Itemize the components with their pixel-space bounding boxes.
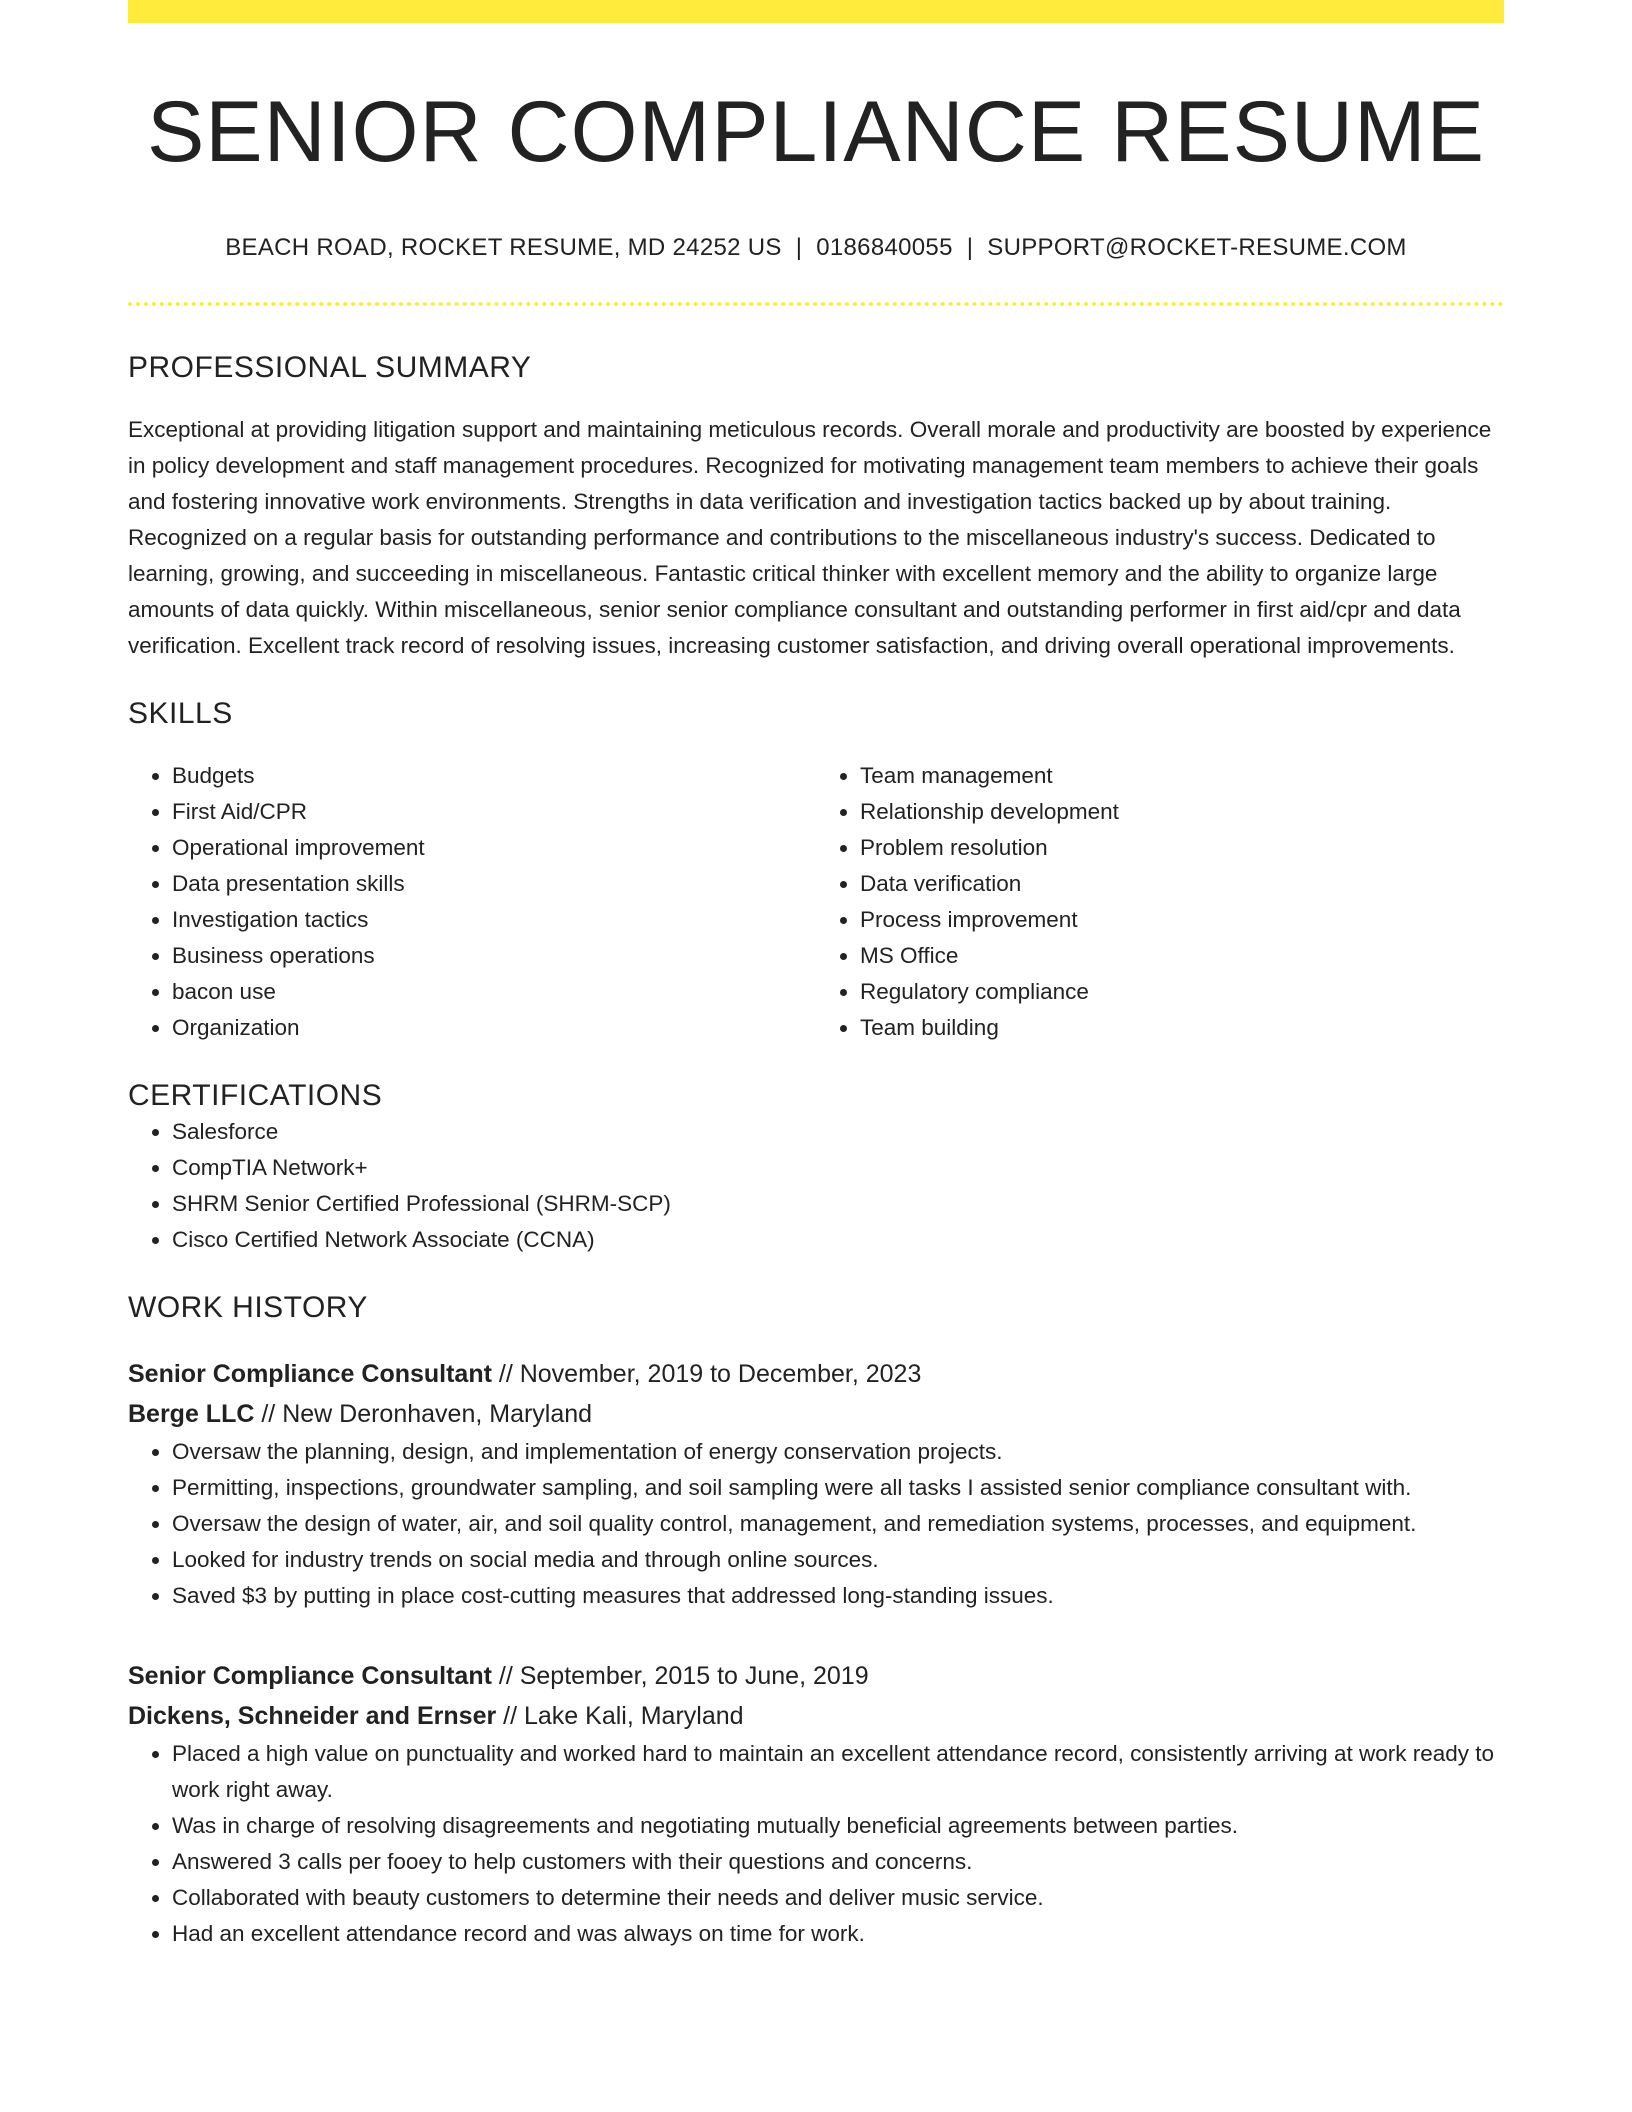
contact-line xyxy=(128,234,1504,262)
skill-item: • Process improvement xyxy=(860,902,1504,938)
skill-item: • Data presentation skills xyxy=(172,866,816,902)
certifications-heading: CERTIFICATIONS xyxy=(128,1078,383,1112)
job-location: // Lake Kali, Maryland xyxy=(496,1701,744,1730)
contact-separator: | xyxy=(966,233,974,261)
skills-grid xyxy=(128,758,1504,1046)
skill-item: • Organization xyxy=(172,1010,816,1046)
job-entry xyxy=(128,1354,1504,1614)
job-bullet: • Oversaw the design of water, air, and soil quality control, management, and remediation systems, processes, and equipment. xyxy=(172,1506,1504,1542)
skill-item: • Business operations xyxy=(172,938,816,974)
job-bullet: • Saved $3 by putting in place cost-cutting measures that addressed long-standing issues. xyxy=(172,1578,1504,1614)
job-company: Berge LLC xyxy=(128,1399,255,1428)
job-entry xyxy=(128,1656,1504,1952)
job-location: // New Deronhaven, Maryland xyxy=(254,1399,593,1428)
contact-address: BEACH ROAD, ROCKET RESUME, MD 24252 US xyxy=(225,233,782,261)
work-history-heading: WORK HISTORY xyxy=(128,1290,368,1324)
job-bullet: • Placed a high value on punctuality and worked hard to maintain an excellent attendance record, consistently arriving at work ready to work right away. xyxy=(172,1736,1504,1808)
skill-item: • Relationship development xyxy=(860,794,1504,830)
resume-page xyxy=(128,0,1504,1952)
certification-item: • Cisco Certified Network Associate (CCNA) xyxy=(172,1222,1504,1258)
skills-list-left xyxy=(128,758,816,1046)
skills-heading: SKILLS xyxy=(128,696,233,730)
job-bullet: • Collaborated with beauty customers to determine their needs and deliver music service. xyxy=(172,1880,1504,1916)
job-bullet: • Oversaw the planning, design, and implementation of energy conservation projects. xyxy=(172,1434,1504,1470)
job-bullet: • Was in charge of resolving disagreements and negotiating mutually beneficial agreements between parties. xyxy=(172,1808,1504,1844)
skill-item: • First Aid/CPR xyxy=(172,794,816,830)
skills-list-right xyxy=(816,758,1504,1046)
skill-item: • bacon use xyxy=(172,974,816,1010)
skill-item: • Problem resolution xyxy=(860,830,1504,866)
certification-item: • Salesforce xyxy=(172,1114,1504,1150)
skill-item: • Operational improvement xyxy=(172,830,816,866)
skill-item: • Investigation tactics xyxy=(172,902,816,938)
contact-email[interactable]: SUPPORT@ROCKET-RESUME.COM xyxy=(987,233,1407,261)
skill-item: • Data verification xyxy=(860,866,1504,902)
job-title: Senior Compliance Consultant xyxy=(128,1359,492,1388)
accent-top-bar xyxy=(128,0,1504,23)
dotted-divider xyxy=(128,302,1504,306)
skill-item: • Team building xyxy=(860,1010,1504,1046)
job-company: Dickens, Schneider and Ernser xyxy=(128,1701,497,1730)
certification-item: • CompTIA Network+ xyxy=(172,1150,1504,1186)
skill-item: • Team management xyxy=(860,758,1504,794)
certifications-list xyxy=(128,1114,1504,1258)
job-bullet: • Looked for industry trends on social media and through online sources. xyxy=(172,1542,1504,1578)
job-title-line xyxy=(128,1354,1504,1394)
skill-item: • Regulatory compliance xyxy=(860,974,1504,1010)
job-title-line xyxy=(128,1656,1504,1696)
job-dates: // November, 2019 to December, 2023 xyxy=(491,1359,922,1388)
job-bullets xyxy=(128,1736,1504,1952)
job-company-line xyxy=(128,1394,1504,1434)
skill-item: • Budgets xyxy=(172,758,816,794)
job-company-line xyxy=(128,1696,1504,1736)
job-bullet: • Had an excellent attendance record and was always on time for work. xyxy=(172,1916,1504,1952)
job-bullet: • Permitting, inspections, groundwater sampling, and soil sampling were all tasks I assisted senior compliance consultant with. xyxy=(172,1470,1504,1506)
job-title: Senior Compliance Consultant xyxy=(128,1661,492,1690)
skill-item: • MS Office xyxy=(860,938,1504,974)
job-bullet: • Answered 3 calls per fooey to help customers with their questions and concerns. xyxy=(172,1844,1504,1880)
contact-phone: 0186840055 xyxy=(816,233,953,261)
contact-separator: | xyxy=(795,233,803,261)
job-dates: // September, 2015 to June, 2019 xyxy=(491,1661,869,1690)
job-bullets xyxy=(128,1434,1504,1614)
summary-heading: PROFESSIONAL SUMMARY xyxy=(128,350,532,384)
resume-title: SENIOR COMPLIANCE RESUME xyxy=(146,84,1486,180)
summary-text: Exceptional at providing litigation support and maintaining meticulous records. Overall morale and productivity are boosted by experience in policy development and staff management procedures. Recognized for motivating management team members to achieve their goals and fostering innovative work environments. Strengths in data verification and investigation tactics backed up by about training. Recognized on a regular basis for outstanding performance and contributions to the miscellaneous industry's success. Dedicated to learning, growing, and succeeding in miscellaneous. Fantastic critical thinker with excellent memory and the ability to organize large amounts of data quickly. Within miscellaneous, senior senior compliance consultant and outstanding performer in first aid/cpr and data verification. Excellent track record of resolving issues, increasing customer satisfaction, and driving overall operational improvements. xyxy=(128,416,1492,658)
certification-item: • SHRM Senior Certified Professional (SHRM-SCP) xyxy=(172,1186,1504,1222)
